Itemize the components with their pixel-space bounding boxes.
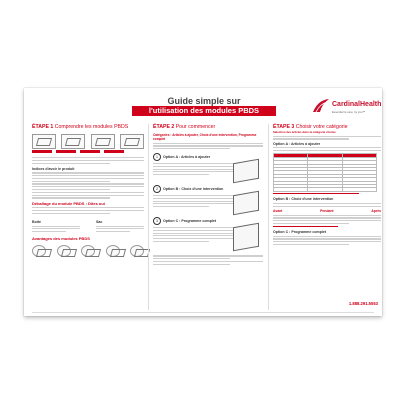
section-indices: Indices d'avoir le produit [32, 166, 75, 171]
categories-title: Catégories : Articles à ajouter, Choix d'une intervention, Programme complet [153, 133, 257, 141]
box-bag-row [32, 217, 144, 234]
module-kit-icon [120, 134, 144, 149]
step2-heading: ÉTAPE 2 Pour commencer [153, 124, 216, 130]
step3-option-c: Option C : Programme complet [273, 230, 327, 235]
module-pack-icon [91, 134, 115, 149]
step3-option-b: Option B : Choix d'une intervention [273, 197, 334, 202]
module-red-tags [32, 150, 144, 153]
option-b-box-icon [233, 191, 259, 216]
module-illustrations [32, 134, 144, 149]
module-box-icon [32, 134, 56, 149]
step3-heading: ÉTAPE 3 Choisir votre catégorie [273, 124, 348, 130]
option-c-title: Option C : Programme complet [163, 219, 217, 224]
benefit-care-icon [130, 245, 144, 257]
option-a-title: Option A : Articles à ajouter [163, 155, 211, 160]
option-a-item-table [273, 153, 377, 192]
section-deballage: Déballage du module PBDS : Dites oui [32, 200, 105, 206]
benefit-icons [32, 245, 144, 257]
cardinal-bird-icon [312, 98, 330, 114]
footer-rule [32, 312, 374, 313]
phase-apres: Après [371, 208, 381, 213]
option-b-number: 2 [153, 185, 161, 193]
box-label: Boîte [32, 219, 41, 224]
step3-option-a: Option A : Articles à ajouter [273, 141, 321, 146]
bag-label: Sac [96, 219, 103, 224]
step3-column [268, 124, 381, 310]
guide-subtitle-banner: l'utilisation des modules PBDS [132, 106, 276, 116]
brand-name: CardinalHealth [332, 101, 382, 108]
brand-logo [312, 98, 382, 120]
option-c-number: 3 [153, 217, 161, 225]
step2-column [148, 124, 263, 310]
benefit-cost-icon [57, 245, 71, 257]
option-a-box-icon [233, 159, 259, 184]
brand-tagline: Essential to care, by you™ [332, 110, 366, 114]
module-tray-icon [61, 134, 85, 149]
step1-column [32, 124, 144, 310]
benefit-safety-icon [81, 245, 95, 257]
option-c-box-icon [233, 223, 259, 252]
selection-title: Sélection des articles dans la catégorie choisie [273, 130, 336, 134]
option-a-number: 1 [153, 153, 161, 161]
phase-avant: Avant [273, 208, 283, 213]
benefit-waste-icon [106, 245, 120, 257]
guide-sheet [24, 88, 382, 316]
support-phone: 1.888.291.5553 [348, 301, 378, 306]
phase-labels [273, 209, 381, 213]
option-b-title: Option B : Choix d'une intervention [163, 187, 224, 192]
benefit-time-icon [32, 245, 46, 257]
guide-title: Guide simple sur [167, 96, 241, 106]
phase-pendant: Pendant [320, 208, 334, 213]
section-avantages: Avantages des modules PBDS [32, 235, 90, 241]
step1-heading: ÉTAPE 1 Comprendre les modules PBDS [32, 124, 129, 130]
